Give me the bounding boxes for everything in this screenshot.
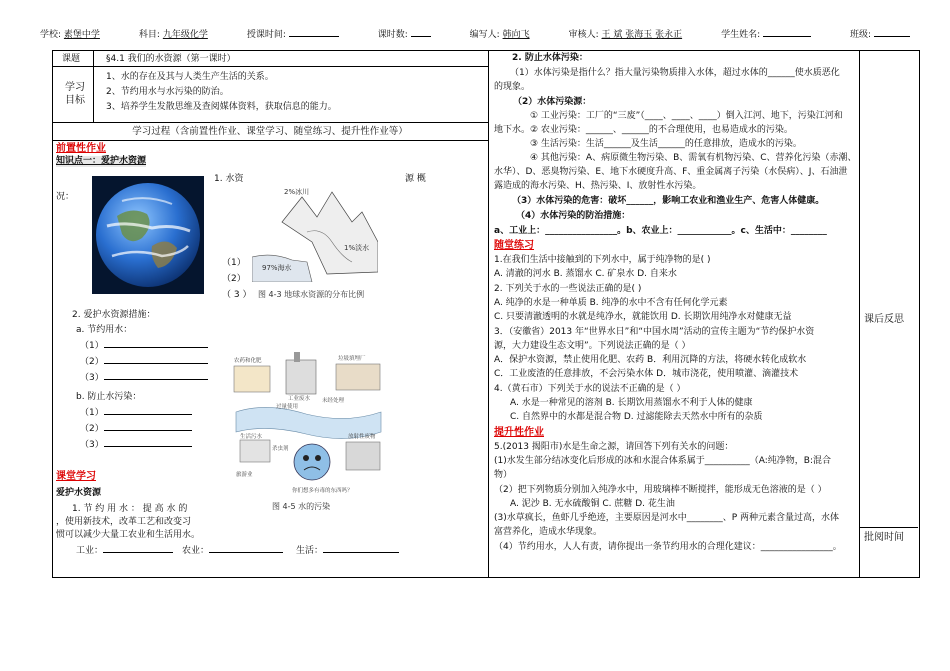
- pollution-item-label: （3）: [80, 440, 104, 450]
- topic-value: §4.1 我们的水资源（第一课时）: [106, 54, 236, 64]
- s2-q1b: 的现象。: [494, 82, 531, 92]
- pollution-item[interactable]: [80, 424, 192, 435]
- q2-title: 2. 爱护水资源措施：: [72, 310, 156, 320]
- topic-label: 课题: [62, 54, 81, 64]
- goals-label: 学习 目标: [65, 82, 85, 106]
- q2-options-cd[interactable]: C. 只要清澈透明的水就是纯净水，就能饮用 D. 长期饮用纯净水对健康无益: [494, 312, 792, 322]
- pre-work-title: 前置性作业: [56, 143, 106, 154]
- saving-item-label: （1）: [80, 341, 104, 351]
- q1-right: 源 概: [405, 174, 426, 184]
- industry-label: 工业：: [76, 546, 104, 556]
- student-blank[interactable]: [763, 36, 811, 37]
- fig2-label: 生活污水: [240, 434, 263, 440]
- saving-item[interactable]: [80, 341, 208, 352]
- classroom-title: 课堂学习: [56, 471, 96, 482]
- lesson-time-blank[interactable]: [289, 36, 339, 37]
- source-life: ③ 生活污染：生活______及生活______的任意排放，造成水的污染。: [530, 139, 802, 149]
- student-label: 学生姓名:: [721, 30, 761, 40]
- q3-options-cd[interactable]: C．工业废渣的任意排放，不会污染水体 D．城市浇花，使用喷灌、滴灌技术: [494, 369, 799, 379]
- q5-2-options[interactable]: A. 泥沙 B. 无水硫酸铜 C. 蔗糖 D. 花生油: [510, 499, 675, 509]
- prevention-line[interactable]: a、工业上：________________。b、农业上：____________。c、生活中：________: [494, 226, 827, 236]
- periods-blank[interactable]: [411, 36, 431, 37]
- practice-title: 随堂练习: [494, 240, 534, 251]
- fig1-label-glacier: 2%冰川: [284, 188, 310, 196]
- prevention-title: （4）水体污染的防治措施：: [516, 211, 631, 221]
- saving-item-label: （3）: [80, 373, 104, 383]
- saving-para-1: 1. 节 约 用 水 ： 提 高 水 的: [72, 504, 188, 514]
- q3-options-ab[interactable]: A．保护水资源，禁止使用化肥、农药 B．利用沉降的方法，将硬水转化成软水: [494, 355, 807, 365]
- advanced-title: 提升性作业: [494, 427, 544, 438]
- pollution-sources-title: （2）水体污染源：: [513, 97, 592, 107]
- saving-item-label: （2）: [80, 357, 104, 367]
- reflection-label: 课后反思: [864, 314, 904, 325]
- pollution-blank[interactable]: [104, 430, 192, 431]
- periods-label: 课时数:: [377, 30, 408, 40]
- s2-q1: （1）水体污染是指什么？指大量污染物质排入水体，超过水体的______使水质恶化: [510, 68, 840, 78]
- column-divider: [488, 50, 489, 577]
- review-time-label: 批阅时间: [864, 532, 904, 543]
- q4-options-cd[interactable]: C. 自然界中的水都是混合物 D. 过滤能除去天然水中所有的杂质: [510, 412, 763, 422]
- agriculture-label: 农业：: [182, 546, 210, 556]
- fig1-blank-2[interactable]: （2）: [222, 274, 246, 284]
- industry-fill[interactable]: [76, 546, 173, 557]
- writer-label: 编写人:: [469, 30, 500, 40]
- reviewer-value: 王 斌 张海玉 张永正: [601, 30, 683, 40]
- class-label: 班级:: [849, 30, 872, 40]
- fig2-label: 放射性废物: [348, 434, 376, 440]
- goal-item: 2、节约用水与水污染的防治。: [106, 87, 229, 97]
- q1-text: 1.在我们生活中接触到的下列水中，属于纯净物的是( ): [494, 255, 711, 265]
- life-fill[interactable]: [296, 546, 399, 557]
- life-label: 生活：: [296, 546, 324, 556]
- topic-line: [52, 66, 488, 67]
- class-blank[interactable]: [874, 36, 910, 37]
- pollution-item[interactable]: [80, 440, 192, 451]
- q1-cont: 况：: [56, 192, 75, 202]
- saving-para-3: 惯可以减少大量工农业和生活用水。: [56, 530, 201, 540]
- saving-item[interactable]: [80, 357, 208, 368]
- saving-blank[interactable]: [104, 347, 208, 348]
- lesson-time-label: 授课时间:: [246, 30, 286, 40]
- source-other-2: 水华）、D、恶臭物污染、E、地下水硬度升高、F、重金属离子污染（水俣病）、J、石油泄: [494, 167, 848, 177]
- reviewer-label: 审核人:: [568, 30, 599, 40]
- fig2-label: 未经处理: [322, 398, 345, 404]
- fig2-label: 农药和化肥: [234, 358, 262, 364]
- source-other-1: ④ 其他污染：A、病原微生物污染、B、需氧有机物污染、C、营养化污染（赤潮、: [530, 153, 857, 163]
- prevent-pollution-title: 2. 防止水体污染：: [512, 53, 588, 63]
- pollution-blank[interactable]: [104, 446, 192, 447]
- goals-line: [52, 122, 488, 123]
- pollution-harm: （3）水体污染的危害：破坏______，影响工农业和渔业生产、危害人体健康。: [512, 196, 825, 206]
- life-blank[interactable]: [323, 552, 399, 553]
- pollution-blank[interactable]: [104, 414, 192, 415]
- saving-item[interactable]: [80, 373, 208, 384]
- saving-blank[interactable]: [104, 363, 208, 364]
- q5-3b: 富营养化，造成水华现象。: [494, 527, 603, 537]
- industry-blank[interactable]: [103, 552, 173, 553]
- q5-4[interactable]: （4）节约用水，人人有责，请你提出一条节约用水的合理化建议：________________。: [494, 542, 842, 552]
- q5-1a[interactable]: (1)水发生部分结冰变化后形成的冰和水混合体系属于__________（A:纯净物，B:混合: [494, 456, 831, 466]
- q4-text: 4.（黄石市）下列关于水的说法不正确的是（ ）: [494, 384, 686, 394]
- goal-item: 3、培养学生发散思维及查阅媒体资料，获取信息的能力。: [106, 102, 337, 112]
- fig2-label: 杀虫剂: [272, 446, 289, 452]
- side-line: [859, 527, 918, 528]
- q2-options-ab[interactable]: A. 纯净的水是一种单质 B. 纯净的水中不含有任何化学元素: [494, 298, 728, 308]
- agriculture-fill[interactable]: [182, 546, 283, 557]
- subject-label: 科目:: [138, 30, 160, 40]
- source-agriculture: 地下水。② 农业污染：______、______的不合理使用，也易造成水的污染。: [494, 125, 793, 135]
- process-title: 学习过程（含前置性作业、课堂学习、随堂练习、提升性作业等）: [132, 126, 408, 137]
- q2-text: 2. 下列关于水的一些说法正确的是( ): [494, 284, 642, 294]
- q5-1b: 物）: [494, 470, 513, 480]
- q5-3a[interactable]: (3)水草疯长，鱼虾几乎绝迹，主要原因是河水中________、P 两种元素含量过高，水体: [494, 513, 840, 523]
- fig2-label: 旅游业: [236, 472, 253, 478]
- saving-label: a. 节约用水：: [76, 325, 133, 335]
- source-other-3: 露造成的海水污染、H、热污染、I、放射性水污染。: [494, 181, 702, 191]
- fig1-blank-1[interactable]: （1）: [222, 258, 246, 268]
- agriculture-blank[interactable]: [209, 552, 283, 553]
- fig2-label: 工业废水: [288, 396, 311, 402]
- pollution-item[interactable]: [80, 408, 192, 419]
- label-divider: [93, 50, 94, 122]
- fig1-caption: 图 4-3 地球水资源的分布比例: [258, 290, 365, 299]
- earth-image: [92, 176, 204, 294]
- school-value: 素堡中学: [63, 30, 100, 40]
- fig1-label-fresh: 1%淡水: [344, 244, 370, 252]
- knowledge-point-1: 知识点一：爱护水资源: [56, 156, 147, 166]
- subject-value: 九年级化学: [162, 30, 208, 40]
- water-distribution-diagram: [252, 182, 378, 282]
- q3-text-2: 源，大力建设生态文明”。下列说法正确的是（ ）: [494, 341, 691, 351]
- fig2-label: 你们想多有毒的东西吗？: [292, 488, 353, 494]
- fig2-caption: 图 4-5 水的污染: [272, 502, 331, 511]
- fig2-label: 过量使用: [276, 404, 299, 410]
- writer-value: 韩向飞: [502, 30, 530, 40]
- school-label: 学校:: [40, 30, 62, 40]
- q5-2: （2）把下列物质分别加入纯净水中，用玻璃棒不断搅拌，能形成无色溶液的是（ ）: [494, 485, 827, 495]
- pollution-item-label: （2）: [80, 424, 104, 434]
- side-divider: [859, 50, 860, 577]
- fig1-label-sea: 97%海水: [262, 264, 292, 272]
- saving-blank[interactable]: [104, 379, 208, 380]
- classroom-subtitle: 爱护水资源: [56, 488, 102, 498]
- saving-para-2: ，使用新技术，改革工艺和改变习: [56, 517, 192, 527]
- goal-item: 1、水的存在及其与人类生产生活的关系。: [106, 72, 274, 82]
- pollution-label: b. 防止水污染：: [76, 392, 142, 402]
- process-line: [52, 140, 488, 141]
- fig1-blank-3[interactable]: （ 3 ）: [222, 290, 252, 300]
- q3-text-1: 3．（安徽省）2013 年“世界水日”和“中国水周”活动的宣传主题为“节约保护水资: [494, 327, 815, 337]
- water-pollution-illustration: [226, 352, 388, 500]
- page-header: [40, 30, 910, 46]
- q1-left: 1. 水资: [214, 174, 244, 184]
- q1-options[interactable]: A. 清澈的河水 B. 蒸馏水 C. 矿泉水 D. 自来水: [494, 269, 677, 279]
- source-industry: ① 工业污染：工厂的“三废”（____、____、____）倒入江河、地下，污染江河和: [530, 111, 843, 121]
- fig2-label: 垃圾填埋厂: [338, 356, 366, 362]
- pollution-item-label: （1）: [80, 408, 104, 418]
- q4-options-ab[interactable]: A. 水是一种常见的溶剂 B. 长期饮用蒸馏水不利于人体的健康: [510, 398, 753, 408]
- q5-text: 5.(2013 揭阳市)水是生命之源，请回答下列有关水的问题：: [494, 442, 734, 452]
